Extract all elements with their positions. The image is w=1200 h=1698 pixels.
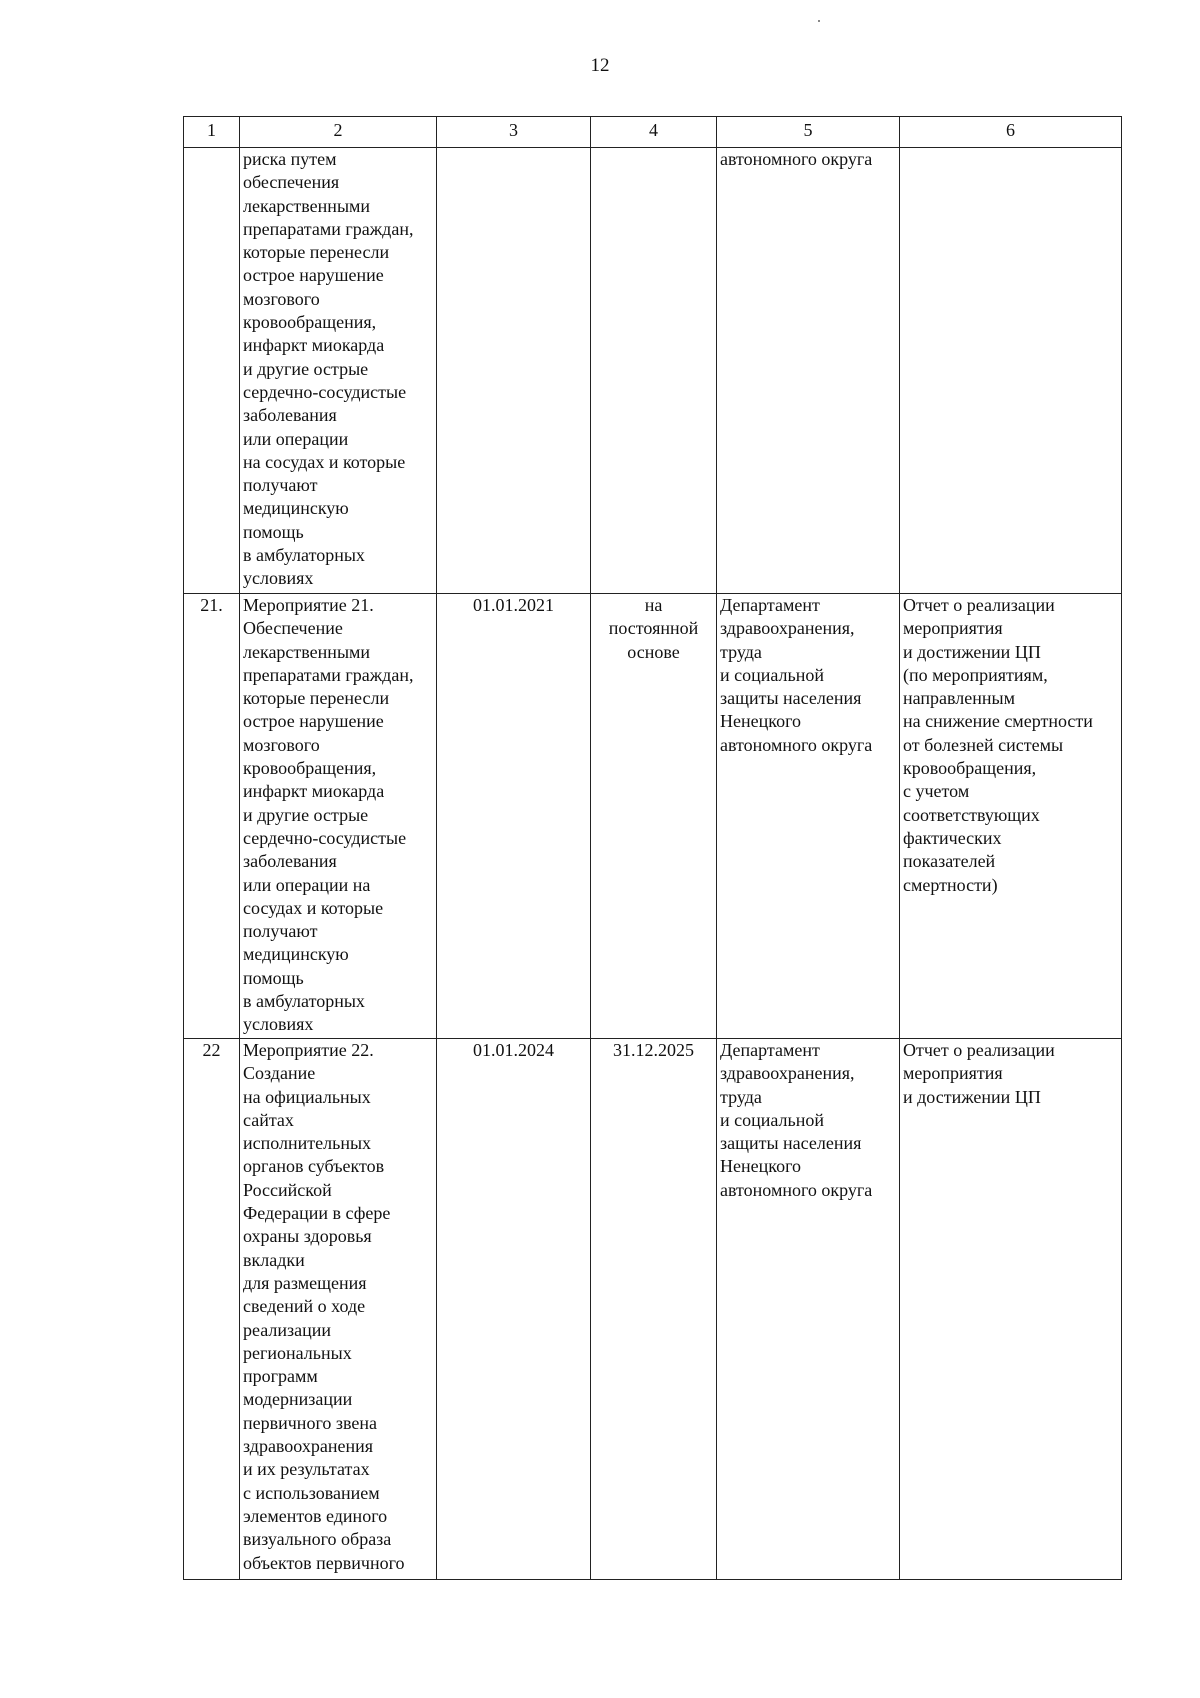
cell-activity-name-text: Мероприятие 22. Создание на официальных сайтах исполнительных органов субъектов Российской Федерации в сфере охраны здоровья вкладки для размещения сведений о ходе реализации региональных программ модернизации первичного звена здравоохранения и их результатах с использованием элементов единого визуального образа объектов первичного: [243, 1040, 405, 1573]
column-header-1: 1: [184, 117, 240, 148]
column-header-2: 2: [240, 117, 437, 148]
cell-responsible-text: Департамент здравоохранения, труда и социальной защиты населения Ненецкого автономного округа: [720, 1040, 873, 1200]
cell-start-date: [437, 594, 591, 1039]
table-row-continuation: [184, 148, 1122, 594]
column-header-3: 3: [437, 117, 591, 148]
cell-responsible-text: автономного округа: [720, 149, 873, 169]
cell-number: [184, 1039, 240, 1580]
cell-activity-name: [240, 594, 437, 1039]
page-number: 12: [590, 55, 610, 76]
scan-speck: [818, 20, 820, 22]
cell-number: [184, 594, 240, 1039]
cell-end-date: [591, 1039, 717, 1580]
cell-activity-name: [240, 1039, 437, 1580]
table-row-22: [184, 1039, 1122, 1580]
column-header-4: 4: [591, 117, 717, 148]
cell-result-text: Отчет о реализации мероприятия и достижении ЦП (по мероприятиям, направленным на снижение смертности от болезней системы кровообращения, с учетом соответствующих фактических показателей смертности): [903, 595, 1093, 895]
cell-activity-name-text: риска путем обеспечения лекарственными препаратами граждан, которые перенесли острое нарушение мозгового кровообращения, инфаркт миокарда и другие острые сердечно-сосудистые заболевания или операции на сосудах и которые получают медицинскую помощь в амбулаторных условиях: [243, 149, 414, 589]
activities-table: [183, 116, 1122, 1580]
cell-number: [184, 148, 240, 594]
column-header-6: 6: [900, 117, 1122, 148]
cell-start-date: [437, 148, 591, 594]
cell-result: [900, 148, 1122, 594]
column-header-5: 5: [717, 117, 900, 148]
cell-end-date-text: 31.12.2025: [613, 1040, 694, 1060]
cell-end-date: [591, 594, 717, 1039]
cell-result: [900, 1039, 1122, 1580]
cell-responsible-text: Департамент здравоохранения, труда и социальной защиты населения Ненецкого автономного округа: [720, 595, 873, 755]
cell-start-date: [437, 1039, 591, 1580]
cell-activity-name: [240, 148, 437, 594]
cell-start-date-text: 01.01.2024: [473, 1040, 554, 1060]
cell-responsible: [717, 1039, 900, 1580]
cell-result: [900, 594, 1122, 1039]
cell-end-date: [591, 148, 717, 594]
cell-number-text: 22: [202, 1040, 221, 1060]
cell-start-date-text: 01.01.2021: [473, 595, 554, 615]
cell-number-text: 21.: [200, 595, 223, 615]
cell-responsible: [717, 148, 900, 594]
cell-responsible: [717, 594, 900, 1039]
cell-end-date-text: на постоянной основе: [608, 595, 699, 662]
table-header-row: [184, 117, 1122, 148]
cell-activity-name-text: Мероприятие 21. Обеспечение лекарственными препаратами граждан, которые перенесли острое нарушение мозгового кровообращения, инфаркт миокарда и другие острые сердечно-сосудистые заболевания или операции на сосудах и которые получают медицинскую помощь в амбулаторных условиях: [243, 595, 414, 1035]
cell-result-text: Отчет о реализации мероприятия и достижении ЦП: [903, 1040, 1055, 1107]
table-row-21: [184, 594, 1122, 1039]
